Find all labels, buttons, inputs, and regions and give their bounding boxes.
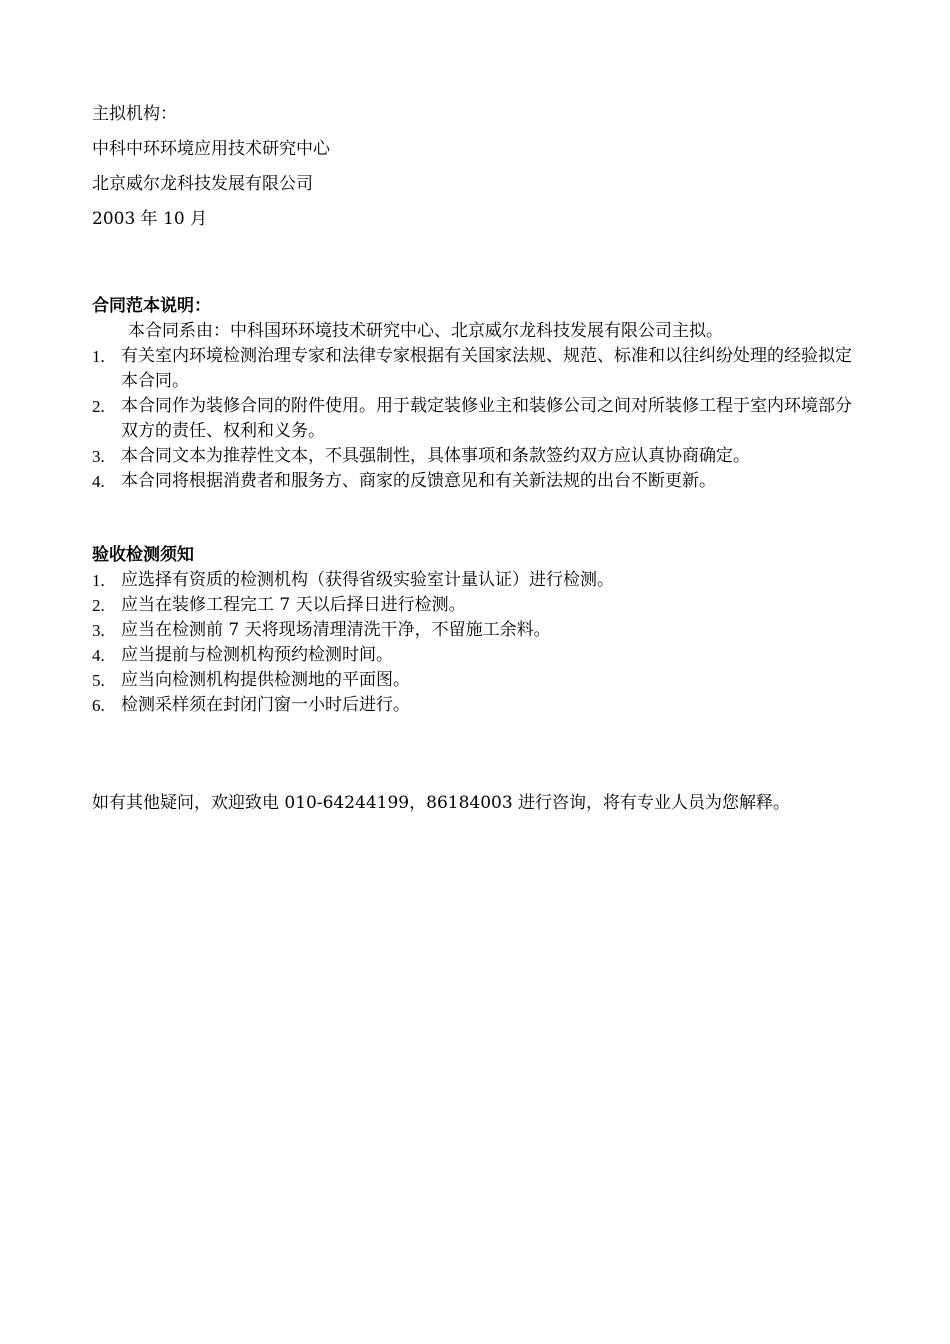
contract-notes-list xyxy=(92,344,862,494)
list-item xyxy=(92,668,862,693)
list-item-text: 本合同将根据消费者和服务方、商家的反馈意见和有关新法规的出台不断更新。 xyxy=(121,471,716,491)
inspection-notes-heading: 验收检测须知 xyxy=(92,545,194,565)
list-item-text: 本合同文本为推荐性文本，不具强制性，具体事项和条款签约双方应认真协商确定。 xyxy=(121,446,750,466)
list-item-number: 1. xyxy=(92,571,105,590)
list-item xyxy=(92,693,862,718)
list-item xyxy=(92,618,862,643)
list-item xyxy=(92,394,862,444)
list-item-number: 6. xyxy=(92,696,105,715)
contract-notes-intro: 本合同系由：中科国环环境技术研究中心、北京威尔龙科技发展有限公司主拟。 xyxy=(128,321,723,341)
list-item-text: 有关室内环境检测治理专家和法律专家根据有关国家法规、规范、标准和以往纠纷处理的经验拟定本合同。 xyxy=(121,346,852,391)
list-item-text: 应选择有资质的检测机构（获得省级实验室计量认证）进行检测。 xyxy=(121,570,614,590)
list-item-text: 本合同作为装修合同的附件使用。用于载定装修业主和装修公司之间对所装修工程于室内环境部分双方的责任、权利和义务。 xyxy=(121,396,852,441)
list-item-number: 4. xyxy=(92,472,105,491)
list-item-text: 检测采样须在封闭门窗一小时后进行。 xyxy=(121,695,410,715)
inspection-notes-list xyxy=(92,568,862,718)
organizer-name-1: 中科中环环境应用技术研究中心 xyxy=(92,139,330,159)
list-item-number: 2. xyxy=(92,596,105,615)
list-item xyxy=(92,643,862,668)
list-item-text: 应当向检测机构提供检测地的平面图。 xyxy=(121,670,410,690)
list-item xyxy=(92,344,862,394)
list-item-number: 3. xyxy=(92,621,105,640)
list-item-text: 应当在检测前 7 天将现场清理清洗干净，不留施工余料。 xyxy=(121,620,551,640)
contract-notes-heading: 合同范本说明： xyxy=(92,296,211,316)
list-item-number: 2. xyxy=(92,397,105,416)
list-item-text: 应当在装修工程完工 7 天以后择日进行检测。 xyxy=(121,595,466,615)
list-item-number: 3. xyxy=(92,447,105,466)
document-date: 2003 年 10 月 xyxy=(92,209,208,229)
contact-info: 如有其他疑问，欢迎致电 010-64244199，86184003 进行咨询，将有专业人员为您解释。 xyxy=(92,793,791,813)
list-item-number: 5. xyxy=(92,671,105,690)
organizer-name-2: 北京威尔龙科技发展有限公司 xyxy=(92,174,313,194)
list-item xyxy=(92,469,862,494)
list-item-number: 1. xyxy=(92,347,105,366)
list-item xyxy=(92,444,862,469)
list-item xyxy=(92,593,862,618)
list-item-text: 应当提前与检测机构预约检测时间。 xyxy=(121,645,393,665)
list-item-number: 4. xyxy=(92,646,105,665)
organizers-label: 主拟机构： xyxy=(92,104,177,124)
list-item xyxy=(92,568,862,593)
